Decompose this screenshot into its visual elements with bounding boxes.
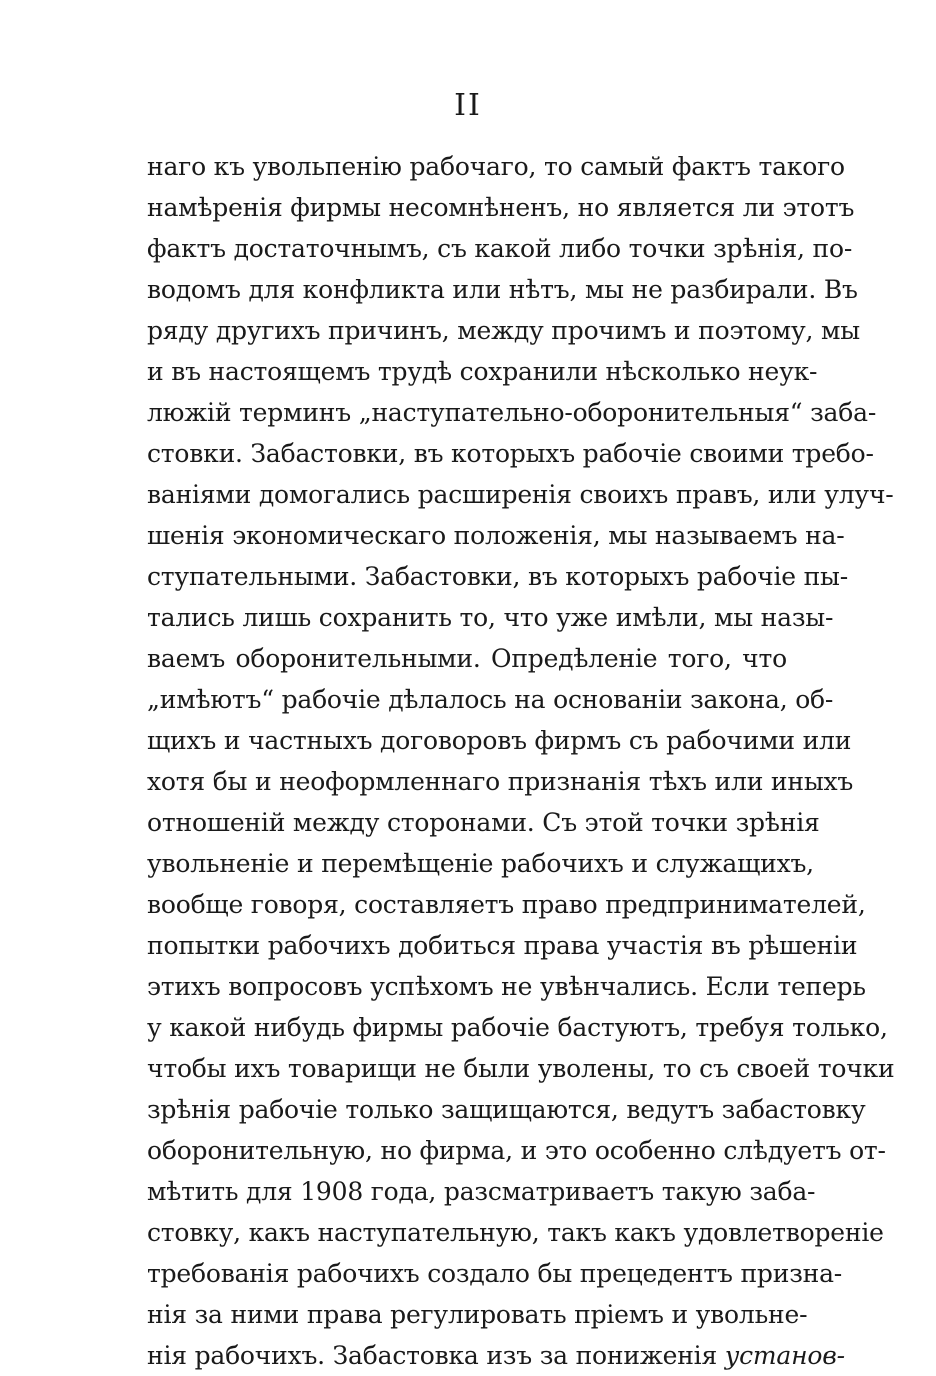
text-line: фактъ достаточнымъ, съ какой либо точки зрѣнія, по- [147, 234, 853, 263]
text-line: нія за ними права регулировать пріемъ и увольне- [147, 1300, 808, 1329]
text-line: стовки. Забастовки, въ которыхъ рабочіе своими требо- [147, 439, 874, 468]
text-line: „имѣютъ“ рабочіе дѣлалось на основаніи закона, об- [147, 685, 834, 714]
text-line: ваніями домогались расширенія своихъ правъ, или улуч- [147, 480, 894, 509]
text-line: требованія рабочихъ создало бы прецедентъ призна- [147, 1259, 843, 1288]
text-line: чтобы ихъ товарищи не были уволены, то съ своей точки [147, 1054, 895, 1083]
text-line: у какой нибудь фирмы рабочіе бастуютъ, требуя только, [147, 1013, 888, 1042]
text-line: наго къ увольпенію рабочаго, то самый фактъ такого [147, 152, 845, 181]
text-line: оборонительную, но фирма, и это особенно слѣдуетъ от- [147, 1136, 886, 1165]
text-line: шенія экономическаго положенія, мы называемъ на- [147, 521, 845, 550]
text-line: тались лишь сохранить то, что уже имѣли, мы назы- [147, 603, 834, 632]
text-line: этихъ вопросовъ успѣхомъ не увѣнчались. Если теперь [147, 972, 866, 1001]
text-line: водомъ для конфликта или нѣтъ, мы не разбирали. Въ [147, 275, 858, 304]
text-line-last [147, 1335, 845, 1376]
text-line: попытки рабочихъ добиться права участія въ рѣшеніи [147, 931, 858, 960]
text-line: увольненіе и перемѣщеніе рабочихъ и служащихъ, [147, 849, 814, 878]
text-line: щихъ и частныхъ договоровъ фирмъ съ рабочими или [147, 726, 852, 755]
text-line: мѣтить для 1908 года, разсматриваетъ такую заба- [147, 1177, 816, 1206]
text-line: ваемъ оборонительными. Опредѣленіе того, что [147, 644, 787, 673]
page-number: II [454, 88, 482, 123]
text-line-last-roman: нія рабочихъ. Забастовка изъ за пониженія [147, 1341, 718, 1370]
text-line: ряду другихъ причинъ, между прочимъ и поэтому, мы [147, 316, 860, 345]
text-line: и въ настоящемъ трудѣ сохранили нѣсколько неук- [147, 357, 818, 386]
text-line: зрѣнія рабочіе только защищаются, ведутъ забастовку [147, 1095, 866, 1124]
text-line: намѣренія фирмы несомнѣненъ, но является ли этотъ [147, 193, 855, 222]
italic-word: установ- [724, 1341, 845, 1370]
text-line: хотя бы и неоформленнаго признанія тѣхъ или иныхъ [147, 767, 854, 796]
text-line: ступательными. Забастовки, въ которыхъ рабочіе пы- [147, 562, 848, 591]
text-line: стовку, какъ наступательную, такъ какъ удовлетвореніе [147, 1218, 884, 1247]
text-line: отношеній между сторонами. Съ этой точки зрѣнія [147, 808, 820, 837]
text-line: вообще говоря, составляетъ право предпринимателей, [147, 890, 866, 919]
text-line: люжій терминъ „наступательно-оборонительныя“ заба- [147, 398, 877, 427]
body-text [147, 146, 895, 1376]
